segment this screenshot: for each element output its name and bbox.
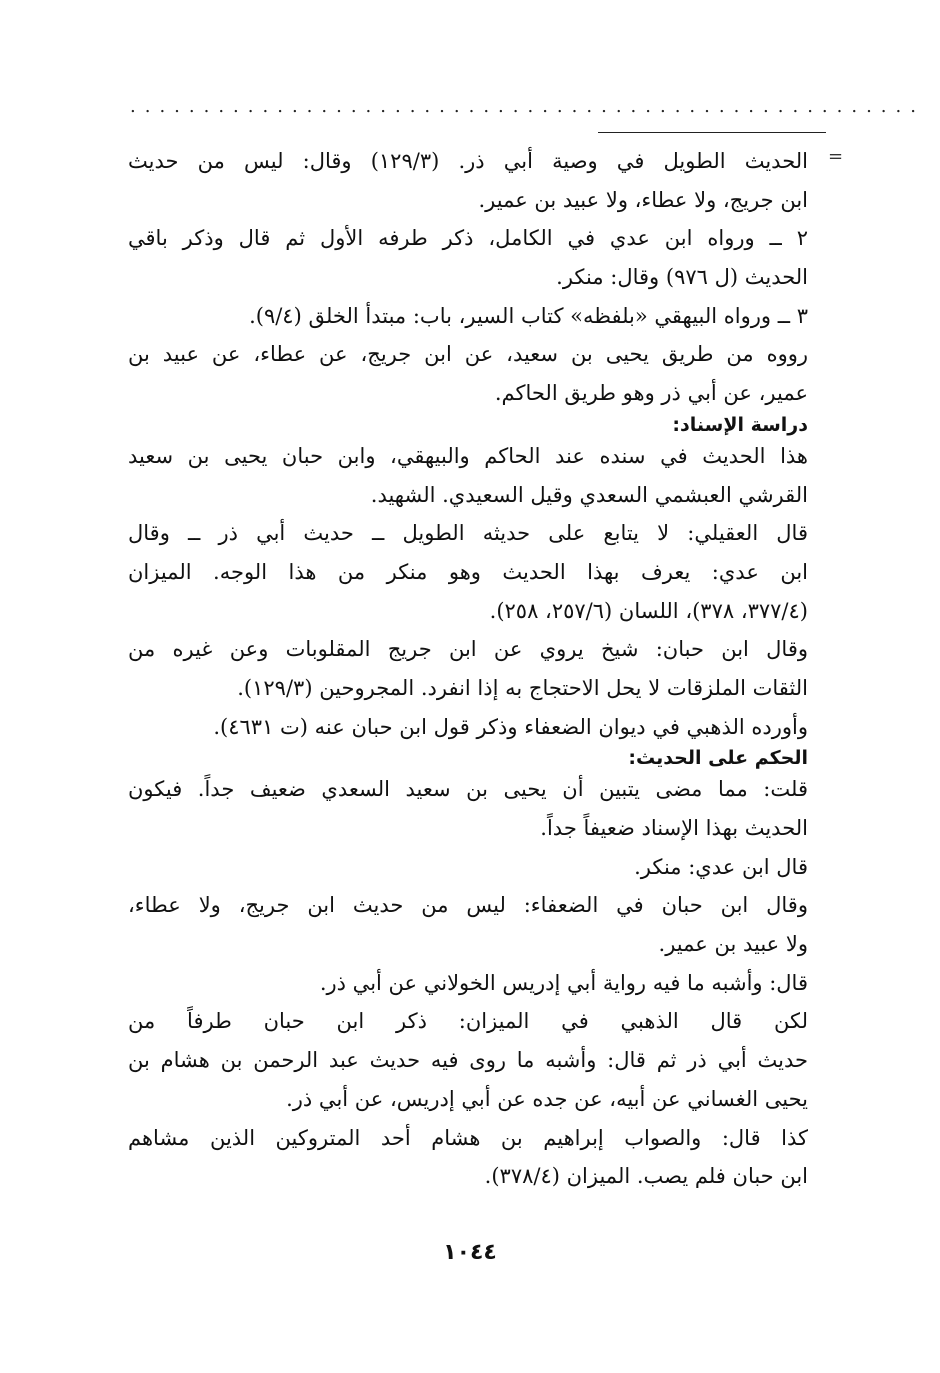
text-line: قال ابن عدي: منكر. [634, 854, 808, 879]
text-line: الحديث الطويل في وصية أبي ذر. (١٢٩/٣) وقال: ليس من حديث [128, 149, 808, 173]
text-line: قلت: مما مضى يتبين أن يحيى بن سعيد السعدي ضعيف جداً. فيكون [128, 777, 808, 802]
text-line: القرشي العبشمي السعدي وقيل السعيدي. الشهيد. [370, 482, 808, 507]
text-line: وأورده الذهبي في ديوان الضعفاء وذكر قول ابن حبان عنه (ت ٤٦٣١). [213, 714, 808, 739]
text-line: قال: وأشبه ما فيه رواية أبي إدريس الخولاني عن أبي ذر. [319, 970, 808, 995]
header-dotted-line: ...................................................... [130, 96, 925, 117]
text-line: حديث أبي ذر ثم قال: وأشبه ما روى فيه حديث عبد الرحمن بن هشام بن [128, 1048, 808, 1073]
text-line: يحيى الغساني عن أبيه، عن جده عن أبي إدريس، عن أبي ذر. [286, 1086, 808, 1111]
text-line: هذا الحديث في سنده عند الحاكم والبيهقي، وابن حبان يحيى بن سعيد [128, 443, 809, 468]
page-number: ١٠٤٤ [443, 1240, 497, 1265]
text-line: كذا قال: والصواب إبراهيم بن هشام أحد المتروكين الذين مشاهم [128, 1125, 808, 1150]
section-heading-ruling: الحكم على الحديث: [628, 747, 808, 770]
text-line: ولا عبيد بن عمير. [658, 932, 808, 957]
text-line: ٢ ــ ورواه ابن عدي في الكامل، ذكر طرفه الأول ثم قال وذكر باقي [128, 226, 808, 251]
footnote-text [128, 142, 808, 1196]
text-line: الحديث بهذا الإسناد ضعيفاً جداً. [540, 816, 808, 840]
text-line: ابن عدي: يعرف بهذا الحديث وهو منكر من هذا الوجه. الميزان [128, 559, 808, 584]
text-line: الثقات الملزقات لا يحل الاحتجاج به إذا انفرد. المجروحين (١٢٩/٣). [237, 675, 808, 700]
margin-mark: = [828, 146, 844, 167]
text-line: ٣ ــ ورواه البيهقي «بلفظه» كتاب السير، باب: مبتدأ الخلق (٩/٤). [249, 303, 808, 328]
text-line: (٣٧٧/٤، ٣٧٨)، اللسان (٢٥٧/٦، ٢٥٨). [489, 598, 808, 623]
text-line: وقال ابن حبان: شيخ يروي عن ابن جريج المقلوبات وعن غيره من [128, 637, 808, 662]
text-line: ابن حبان فلم يصب. الميزان (٣٧٨/٤). [484, 1164, 808, 1189]
footnote-separator [598, 132, 826, 133]
text-line: رووه من طريق يحيى بن سعيد، عن ابن جريج، عن عطاء، عن عبيد بن [128, 342, 808, 367]
section-heading-isnad: دراسة الإسناد: [672, 413, 808, 436]
text-line: الحديث (ل ٩٧٦) وقال: منكر. [556, 265, 808, 290]
text-line: ابن جريج، ولا عطاء، ولا عبيد بن عمير. [478, 187, 808, 212]
text-line: قال العقيلي: لا يتابع على حديثه الطويل ــ حديث أبي ذر ــ وقال [128, 521, 808, 546]
text-line: وقال ابن حبان في الضعفاء: ليس من حديث ابن جريج، ولا عطاء، [128, 893, 808, 918]
text-line: لكن قال الذهبي في الميزان: ذكر ابن حبان طرفاً من [128, 1009, 808, 1034]
text-line: عمير، عن أبي ذر وهو طريق الحاكم. [494, 381, 808, 406]
